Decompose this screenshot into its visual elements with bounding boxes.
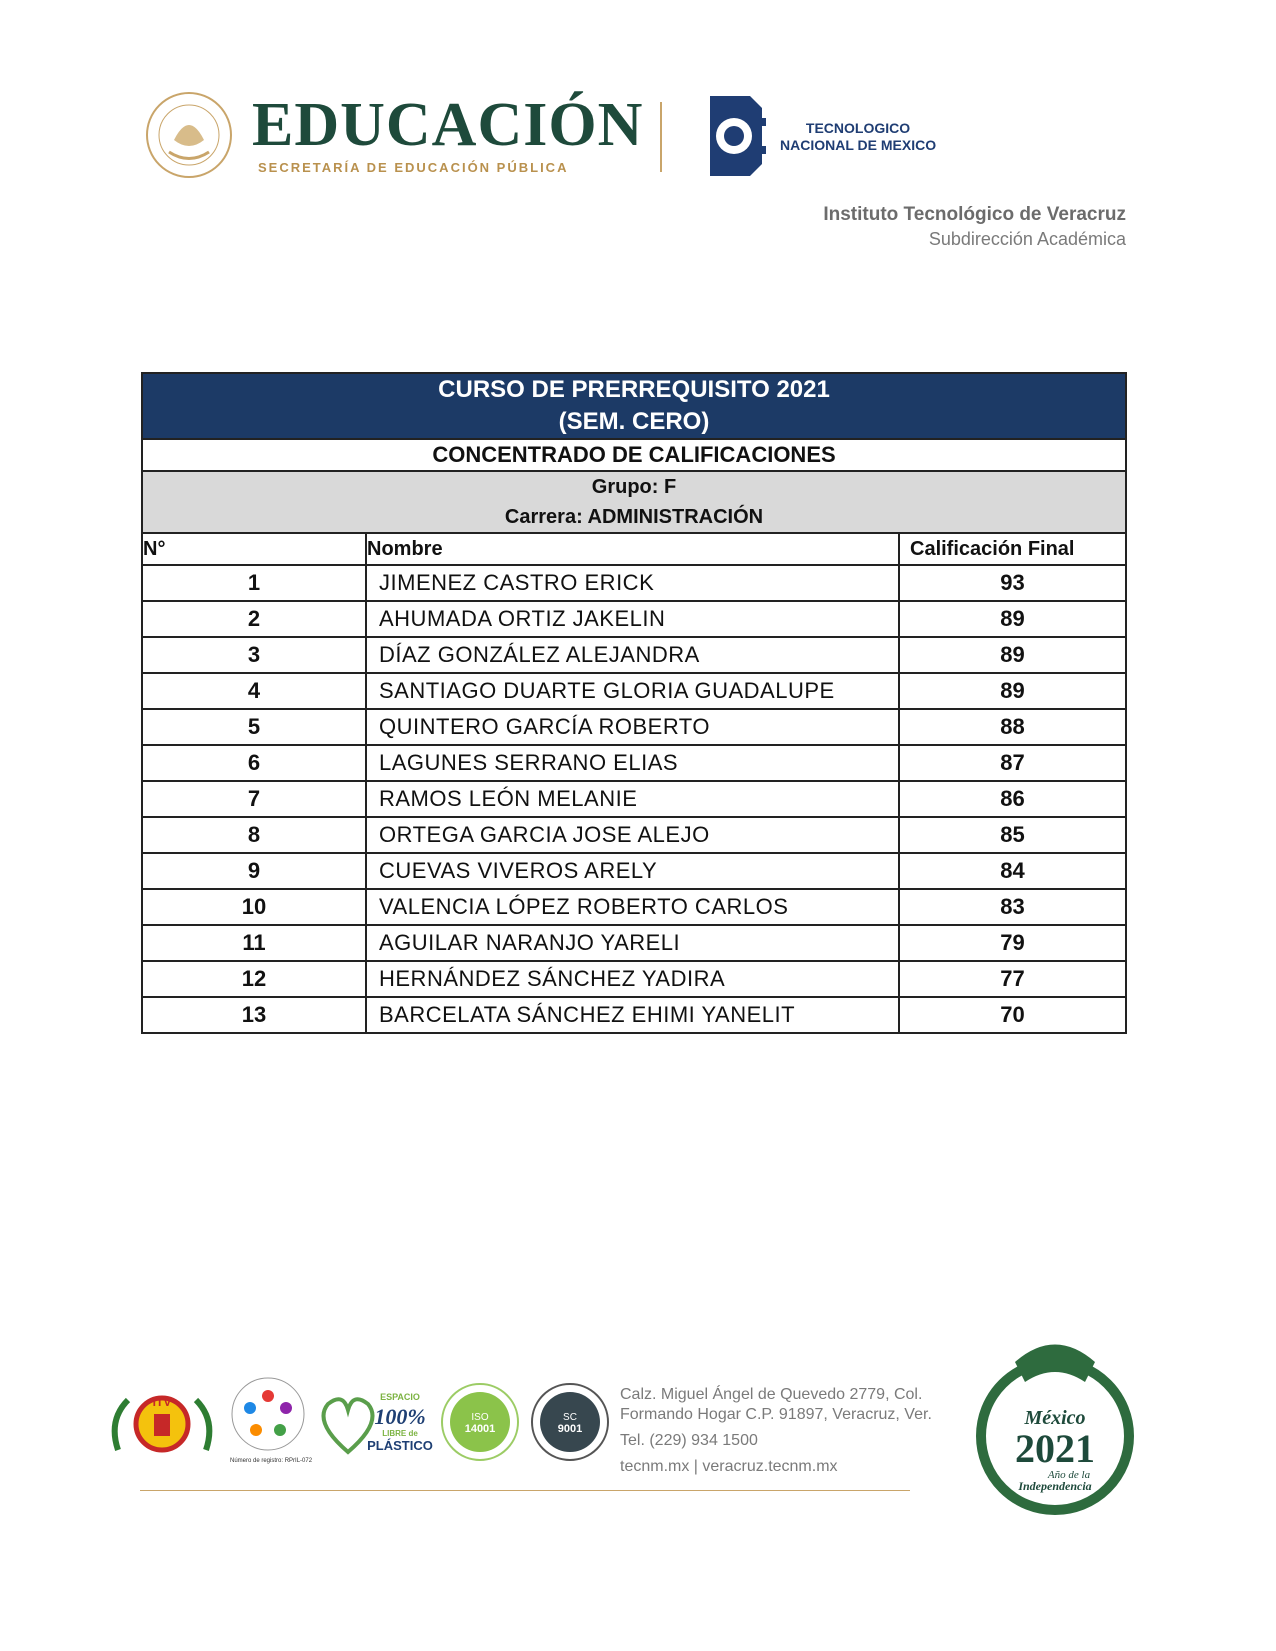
table-subtitle-row (142, 439, 1126, 471)
iso14001-l1: ISO (471, 1412, 489, 1423)
plastic-logo-l4: PLÁSTICO (367, 1438, 433, 1453)
table-row (142, 817, 1126, 853)
student-name: DÍAZ GONZÁLEZ ALEJANDRA (366, 637, 899, 673)
final-grade: 86 (899, 781, 1126, 817)
plastic-logo-l3: LIBRE de (382, 1429, 418, 1438)
education-subtitle: SECRETARÍA DE EDUCACIÓN PÚBLICA (258, 160, 569, 175)
student-name: LAGUNES SERRANO ELIAS (366, 745, 899, 781)
row-number: 10 (142, 889, 366, 925)
row-number: 11 (142, 925, 366, 961)
table-subtitle: CONCENTRADO DE CALIFICACIONES (142, 439, 1126, 471)
table-row (142, 925, 1126, 961)
row-number: 6 (142, 745, 366, 781)
row-number: 9 (142, 853, 366, 889)
table-row (142, 601, 1126, 637)
wellbeing-certification-icon (228, 1374, 308, 1454)
table-row (142, 565, 1126, 601)
final-grade: 93 (899, 565, 1126, 601)
institute-block (823, 204, 1126, 250)
tecnm-line2: NACIONAL DE MEXICO (780, 137, 937, 153)
row-number: 13 (142, 997, 366, 1033)
student-name: CUEVAS VIVEROS ARELY (366, 853, 899, 889)
education-title: EDUCACIÓN (252, 91, 644, 159)
column-header-grade: Calificación Final (899, 533, 1126, 565)
plastic-logo-l2: 100% (374, 1404, 426, 1429)
career-label: Carrera: ADMINISTRACIÓN (504, 506, 764, 528)
table-row (142, 637, 1126, 673)
footer (100, 1330, 1150, 1530)
grades-table (141, 372, 1127, 1034)
itv-logo-icon (108, 1380, 216, 1462)
table-row (142, 673, 1126, 709)
final-grade: 89 (899, 637, 1126, 673)
group-info-row (142, 471, 1126, 533)
iso9001-l1: SC (563, 1412, 577, 1423)
final-grade: 88 (899, 709, 1126, 745)
student-name: SANTIAGO DUARTE GLORIA GUADALUPE (366, 673, 899, 709)
tecnm-gear-icon (700, 88, 770, 184)
iso-9001-icon (530, 1382, 610, 1462)
mexico-logo-l2: 2021 (1015, 1426, 1095, 1471)
column-header-num: N° (142, 533, 366, 565)
mexico-logo-l1: México (1024, 1407, 1086, 1429)
student-name: ORTEGA GARCIA JOSE ALEJO (366, 817, 899, 853)
footer-divider (140, 1490, 910, 1491)
table-row (142, 781, 1126, 817)
final-grade: 89 (899, 601, 1126, 637)
table-row (142, 709, 1126, 745)
student-name: AGUILAR NARANJO YARELI (366, 925, 899, 961)
tecnm-label (780, 120, 936, 154)
final-grade: 83 (899, 889, 1126, 925)
table-row (142, 745, 1126, 781)
table-title (142, 373, 1126, 439)
final-grade: 84 (899, 853, 1126, 889)
group-info (142, 471, 1126, 533)
column-header-row (142, 533, 1126, 565)
final-grade: 87 (899, 745, 1126, 781)
final-grade: 70 (899, 997, 1126, 1033)
final-grade: 77 (899, 961, 1126, 997)
website-links[interactable]: tecnm.mx | veracruz.tecnm.mx (620, 1458, 838, 1475)
iso-14001-icon (440, 1382, 520, 1462)
mexico-logo-l3: Año de la (1047, 1469, 1091, 1481)
row-number: 3 (142, 637, 366, 673)
iso14001-l2: 14001 (464, 1423, 496, 1435)
student-name: RAMOS LEÓN MELANIE (366, 781, 899, 817)
mexico-logo-l4: Independencia (1018, 1479, 1092, 1493)
table-row (142, 961, 1126, 997)
institute-name: Instituto Tecnológico de Veracruz (823, 204, 1126, 225)
mexican-seal-icon (144, 90, 234, 180)
address-block (620, 1385, 932, 1477)
address-line1: Calz. Miguel Ángel de Quevedo 2779, Col. (620, 1386, 923, 1403)
student-name: VALENCIA LÓPEZ ROBERTO CARLOS (366, 889, 899, 925)
row-number: 5 (142, 709, 366, 745)
row-number: 8 (142, 817, 366, 853)
final-grade: 89 (899, 673, 1126, 709)
header-divider (660, 102, 662, 172)
plastic-free-logo-icon (308, 1382, 436, 1462)
group-label: Grupo: F (591, 476, 677, 498)
table-row (142, 997, 1126, 1033)
iso9001-l2: 9001 (557, 1423, 583, 1435)
row-number: 12 (142, 961, 366, 997)
row-number: 7 (142, 781, 366, 817)
phone-number: Tel. (229) 934 1500 (620, 1432, 758, 1449)
table-row (142, 853, 1126, 889)
itv-logo-text: ITV (152, 1395, 172, 1409)
subdirection-name: Subdirección Académica (928, 229, 1126, 249)
table-title-line2: (SEM. CERO) (558, 408, 710, 435)
row-number: 4 (142, 673, 366, 709)
student-name: QUINTERO GARCÍA ROBERTO (366, 709, 899, 745)
table-title-row (142, 373, 1126, 439)
student-name: JIMENEZ CASTRO ERICK (366, 565, 899, 601)
address-line2: Formando Hogar C.P. 91897, Veracruz, Ver. (620, 1406, 932, 1423)
certification-small-text: Número de registro: RPrIL-072 (230, 1458, 313, 1464)
column-header-name: Nombre (366, 533, 899, 565)
header-logos (140, 80, 1140, 190)
row-number: 2 (142, 601, 366, 637)
table-row (142, 889, 1126, 925)
mexico-2021-logo-icon (975, 1332, 1135, 1520)
final-grade: 79 (899, 925, 1126, 961)
table-title-line1: CURSO DE PRERREQUISITO 2021 (438, 376, 830, 403)
student-name: AHUMADA ORTIZ JAKELIN (366, 601, 899, 637)
student-name: HERNÁNDEZ SÁNCHEZ YADIRA (366, 961, 899, 997)
plastic-logo-l1: ESPACIO (380, 1392, 420, 1402)
tecnm-line1: TECNOLOGICO (805, 120, 911, 136)
student-name: BARCELATA SÁNCHEZ EHIMI YANELIT (366, 997, 899, 1033)
final-grade: 85 (899, 817, 1126, 853)
row-number: 1 (142, 565, 366, 601)
